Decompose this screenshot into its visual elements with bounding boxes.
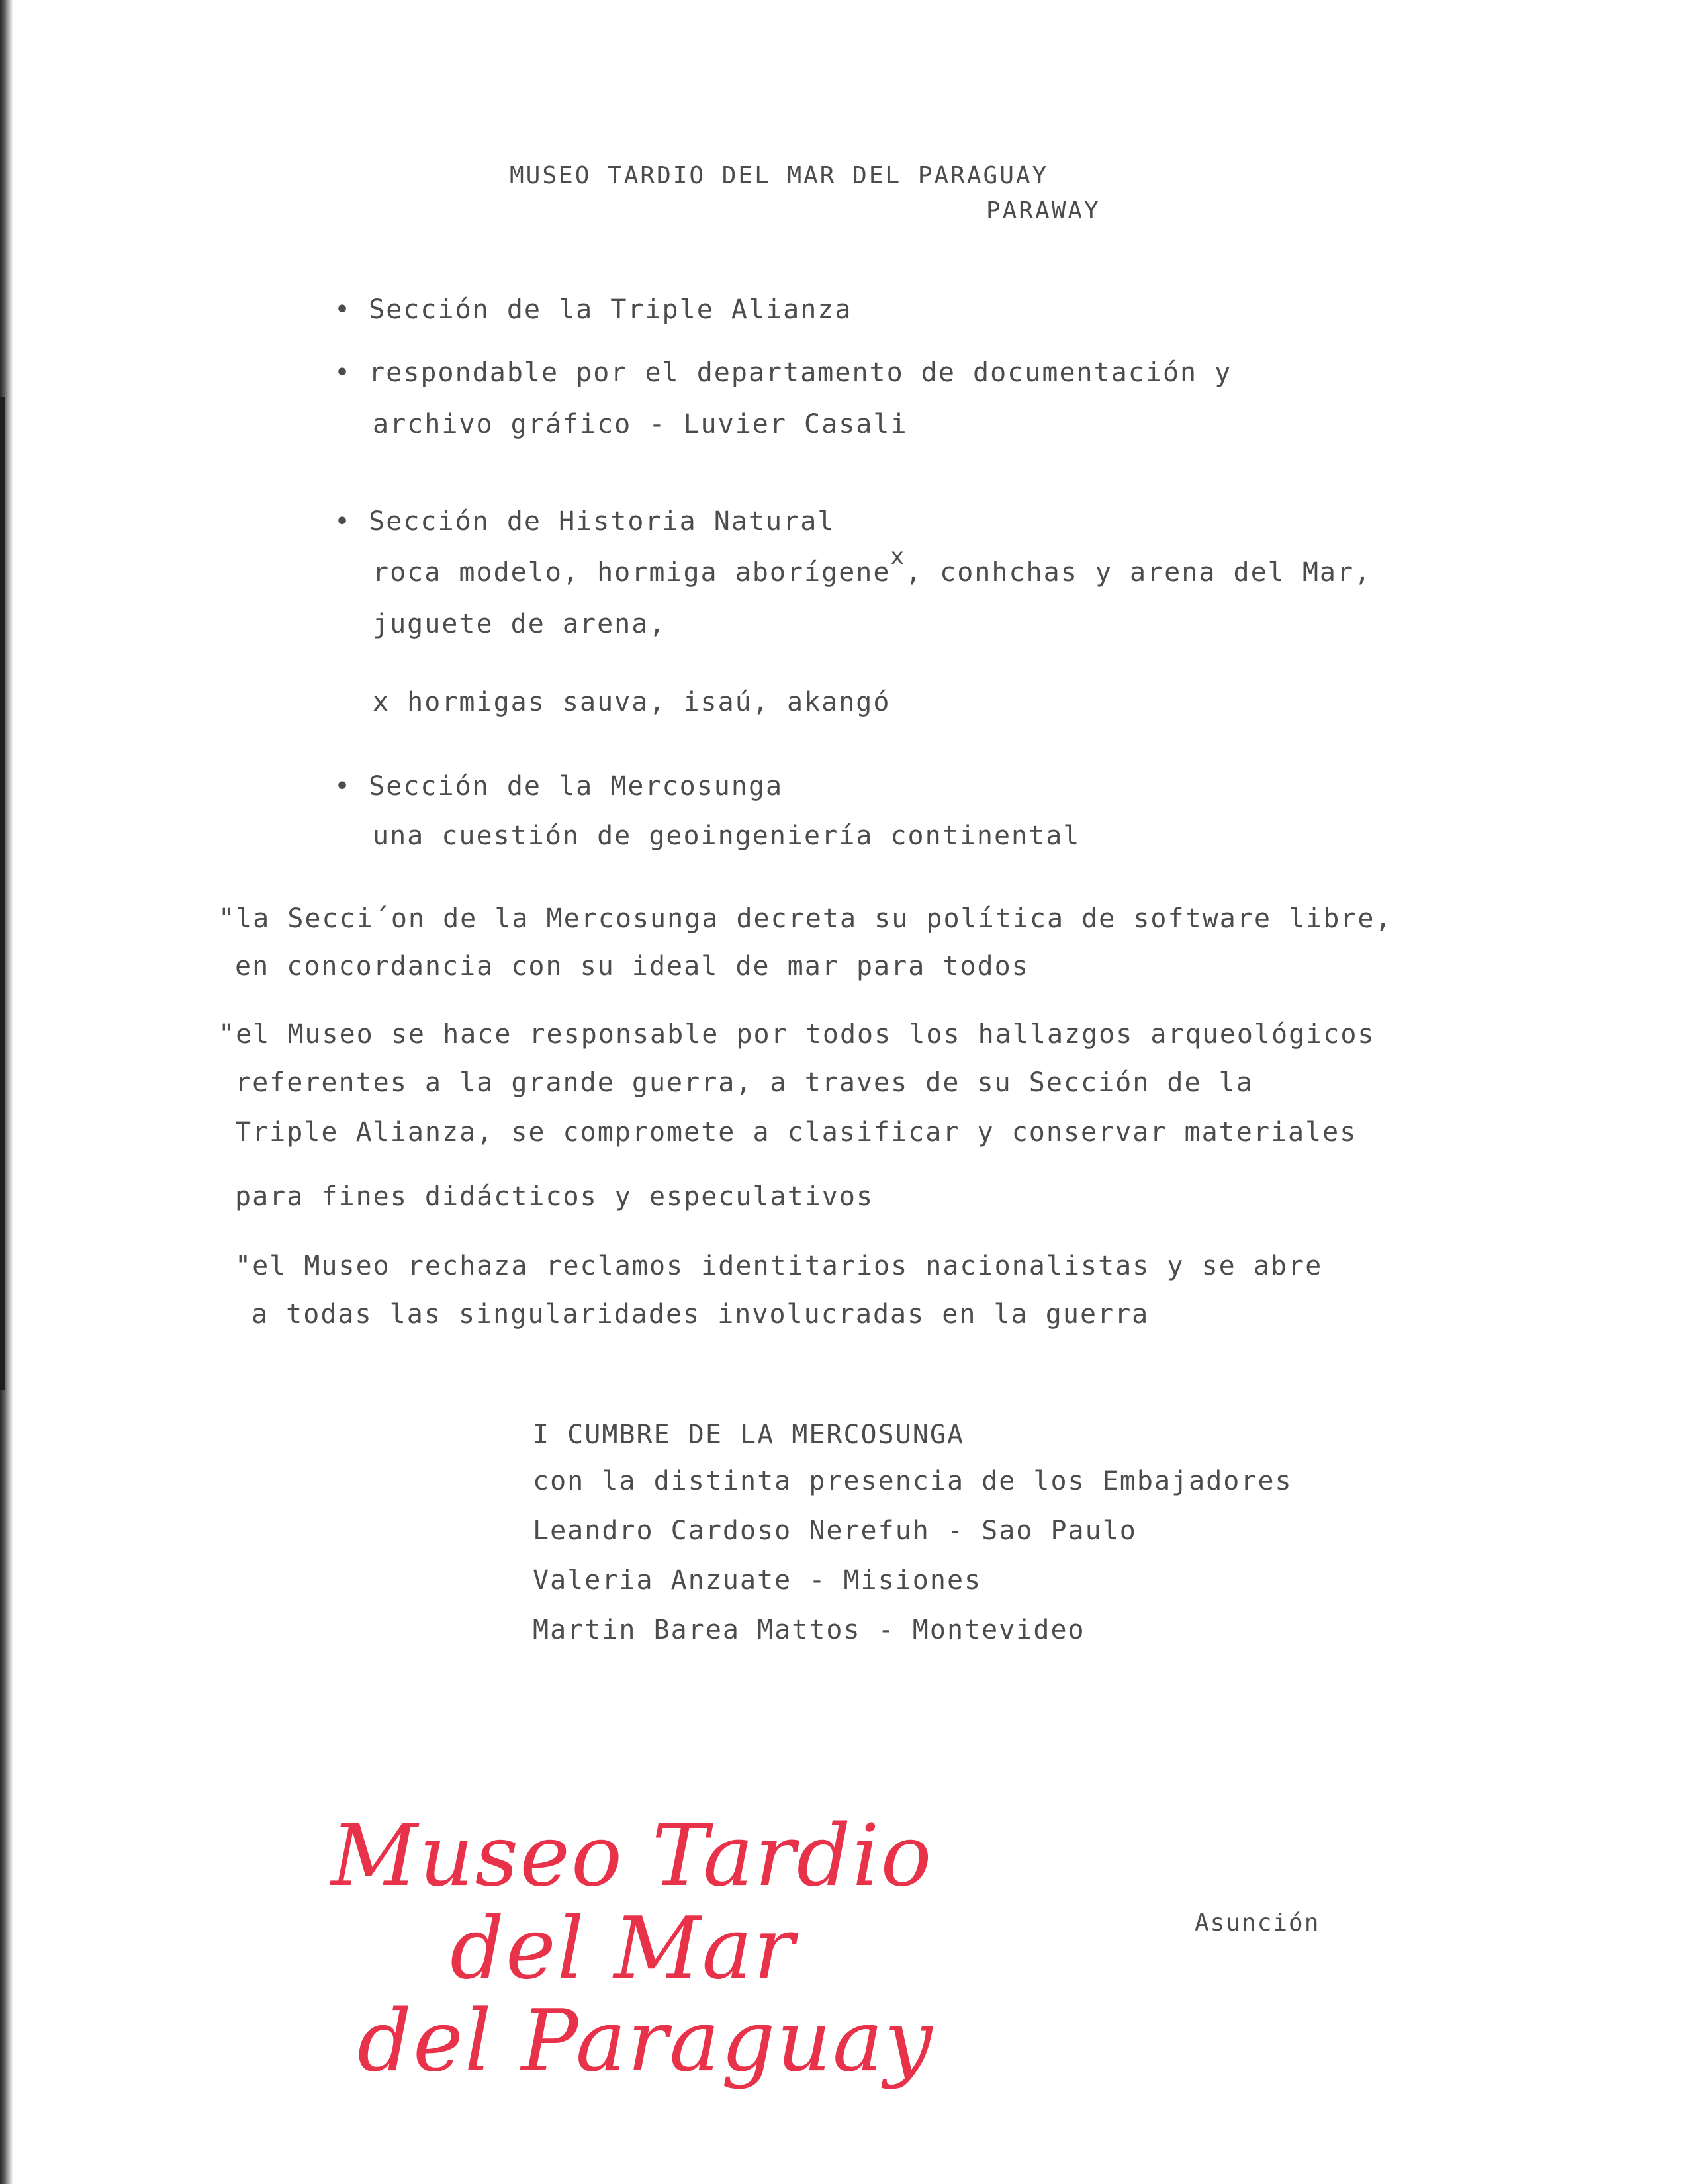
- document-title: MUSEO TARDIO DEL MAR DEL PARAGUAY: [510, 162, 1049, 189]
- section-documentation-line1: • respondable por el departamento de documentación y: [334, 357, 1232, 388]
- natural-history-text-a: roca modelo, hormiga aborígene: [373, 557, 891, 588]
- section-mercosunga-line2: una cuestión de geoingeniería continental: [373, 821, 1081, 851]
- section-triple-alianza: • Sección de la Triple Alianza: [334, 295, 852, 325]
- statement-software-line2: en concordancia con su ideal de mar para todos: [235, 951, 1029, 981]
- statement-findings-line3: Triple Alianza, se compromete a clasificar y conservar materiales: [235, 1117, 1357, 1148]
- summit-ambassador-1: Leandro Cardoso Nerefuh - Sao Paulo: [533, 1516, 1137, 1546]
- statement-findings-line4: para fines didácticos y especulativos: [235, 1181, 874, 1212]
- summit-intro: con la distinta presencia de los Embajadores: [533, 1466, 1293, 1496]
- logo-line-3: del Paraguay: [357, 1992, 934, 2091]
- logo-line-1: Museo Tardio: [331, 1807, 933, 1905]
- summit-ambassador-2: Valeria Anzuate - Misiones: [533, 1565, 982, 1596]
- section-documentation-line2: archivo gráfico - Luvier Casali: [373, 409, 908, 439]
- summit-title: I CUMBRE DE LA MERCOSUNGA: [533, 1420, 965, 1450]
- statement-identity-line1: "el Museo rechaza reclamos identitarios nacionalistas y se abre: [235, 1251, 1323, 1281]
- location-label: Asunción: [1195, 1909, 1320, 1936]
- section-natural-history-footnote: x hormigas sauva, isaú, akangó: [373, 687, 891, 717]
- section-natural-history-line3: juguete de arena,: [373, 609, 666, 639]
- statement-findings-line2: referentes a la grande guerra, a traves de su Sección de la: [235, 1068, 1254, 1098]
- scan-edge-strip: [0, 397, 5, 1390]
- section-natural-history-line1: • Sección de Historia Natural: [334, 506, 835, 537]
- statement-identity-line2: a todas las singularidades involucradas en la guerra: [251, 1299, 1150, 1330]
- summit-ambassador-3: Martin Barea Mattos - Montevideo: [533, 1615, 1085, 1645]
- footnote-mark: x: [890, 543, 905, 570]
- section-natural-history-line2: [373, 543, 1372, 588]
- museum-logo: [318, 1807, 980, 2091]
- statement-software-line1: "la Secci´on de la Mercosunga decreta su política de software libre,: [218, 903, 1392, 934]
- document-subtitle: PARAWAY: [986, 197, 1101, 224]
- natural-history-text-b: , conhchas y arena del Mar,: [905, 557, 1372, 588]
- statement-findings-line1: "el Museo se hace responsable por todos los hallazgos arqueológicos: [218, 1019, 1375, 1050]
- logo-line-2: del Mar: [450, 1899, 796, 1998]
- section-mercosunga-line1: • Sección de la Mercosunga: [334, 771, 784, 801]
